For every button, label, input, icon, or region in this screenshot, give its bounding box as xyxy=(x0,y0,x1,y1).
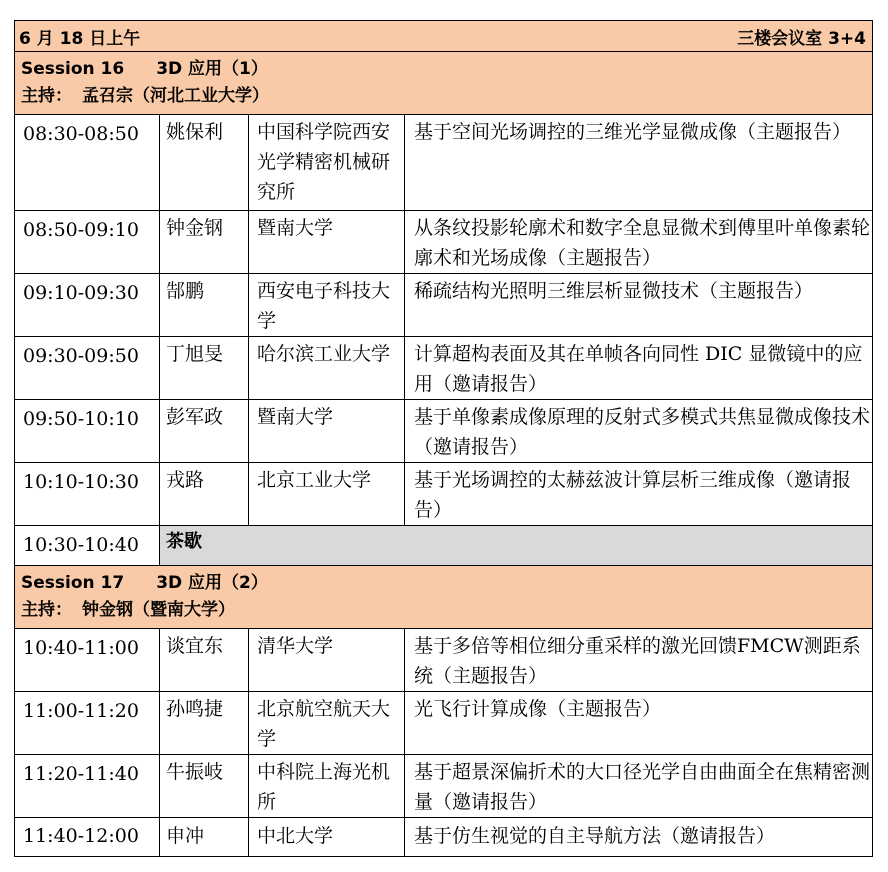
talk-speaker: 彭军政 xyxy=(160,400,249,463)
talk-row xyxy=(15,274,873,337)
host-label: 主持： xyxy=(21,86,72,106)
talk-speaker: 丁旭旻 xyxy=(160,337,249,400)
break-time: 10:30-10:40 xyxy=(15,526,160,566)
talk-speaker: 郜鹏 xyxy=(160,274,249,337)
talk-affiliation: 中北大学 xyxy=(249,818,405,857)
talk-time: 09:50-10:10 xyxy=(15,400,160,463)
talk-row xyxy=(15,211,873,274)
talk-title: 从条纹投影轮廓术和数字全息显微术到傅里叶单像素轮廓术和光场成像（主题报告） xyxy=(405,211,873,274)
date-header-cell xyxy=(15,21,873,52)
talk-row xyxy=(15,400,873,463)
talk-title: 基于光场调控的太赫兹波计算层析三维成像（邀请报告） xyxy=(405,463,873,526)
host-label: 主持： xyxy=(21,600,72,620)
talk-affiliation: 中国科学院西安光学精密机械研究所 xyxy=(249,115,405,211)
session-label: Session 16 xyxy=(21,59,125,79)
session-header-cell xyxy=(15,566,873,629)
date-label: 6 月 18 日上午 xyxy=(19,29,141,49)
talk-title: 基于空间光场调控的三维光学显微成像（主题报告） xyxy=(405,115,873,211)
talk-affiliation: 西安电子科技大学 xyxy=(249,274,405,337)
talk-row xyxy=(15,337,873,400)
talk-affiliation: 暨南大学 xyxy=(249,211,405,274)
talk-affiliation: 中科院上海光机所 xyxy=(249,755,405,818)
talk-speaker: 戎路 xyxy=(160,463,249,526)
session-title-line xyxy=(15,570,872,597)
talk-affiliation: 清华大学 xyxy=(249,629,405,692)
talk-title: 计算超构表面及其在单帧各向同性 DIC 显微镜中的应用（邀请报告） xyxy=(405,337,873,400)
talk-affiliation: 北京航空航天大学 xyxy=(249,692,405,755)
talk-speaker: 牛振岐 xyxy=(160,755,249,818)
break-row xyxy=(15,526,873,566)
talk-time: 08:30-08:50 xyxy=(15,115,160,211)
session-header-row xyxy=(15,566,873,629)
talk-affiliation: 暨南大学 xyxy=(249,400,405,463)
schedule-table xyxy=(14,20,873,857)
talk-time: 09:10-09:30 xyxy=(15,274,160,337)
session-header-row xyxy=(15,52,873,115)
session-topic: 3D 应用（1） xyxy=(156,59,268,79)
session-header-cell xyxy=(15,52,873,115)
talk-title: 光飞行计算成像（主题报告） xyxy=(405,692,873,755)
talk-time: 10:10-10:30 xyxy=(15,463,160,526)
session-host-line xyxy=(15,83,872,110)
talk-time: 09:30-09:50 xyxy=(15,337,160,400)
talk-row xyxy=(15,692,873,755)
talk-speaker: 孙鸣捷 xyxy=(160,692,249,755)
talk-row xyxy=(15,755,873,818)
talk-row xyxy=(15,629,873,692)
session-title-line xyxy=(15,56,872,83)
host-name: 钟金钢（暨南大学） xyxy=(82,600,235,620)
talk-affiliation: 哈尔滨工业大学 xyxy=(249,337,405,400)
talk-affiliation: 北京工业大学 xyxy=(249,463,405,526)
date-header-row xyxy=(15,21,873,52)
session-topic: 3D 应用（2） xyxy=(156,573,268,593)
talk-speaker: 姚保利 xyxy=(160,115,249,211)
talk-row xyxy=(15,115,873,211)
session-host-line xyxy=(15,597,872,624)
talk-title: 稀疏结构光照明三维层析显微技术（主题报告） xyxy=(405,274,873,337)
talk-title: 基于超景深偏折术的大口径光学自由曲面全在焦精密测量（邀请报告） xyxy=(405,755,873,818)
host-name: 孟召宗（河北工业大学） xyxy=(82,86,269,106)
talk-row xyxy=(15,818,873,857)
talk-title: 基于单像素成像原理的反射式多模式共焦显微成像技术（邀请报告） xyxy=(405,400,873,463)
talk-time: 10:40-11:00 xyxy=(15,629,160,692)
talk-time: 11:20-11:40 xyxy=(15,755,160,818)
talk-speaker: 谈宜东 xyxy=(160,629,249,692)
talk-time: 11:40-12:00 xyxy=(15,818,160,857)
talk-row xyxy=(15,463,873,526)
talk-title: 基于多倍等相位细分重采样的激光回馈FMCW测距系统（主题报告） xyxy=(405,629,873,692)
talk-speaker: 钟金钢 xyxy=(160,211,249,274)
talk-speaker: 申冲 xyxy=(160,818,249,857)
talk-time: 11:00-11:20 xyxy=(15,692,160,755)
session-label: Session 17 xyxy=(21,573,125,593)
talk-title: 基于仿生视觉的自主导航方法（邀请报告） xyxy=(405,818,873,857)
talk-time: 08:50-09:10 xyxy=(15,211,160,274)
room-label: 三楼会议室 3+4 xyxy=(737,29,867,49)
break-label: 茶歇 xyxy=(160,526,873,566)
